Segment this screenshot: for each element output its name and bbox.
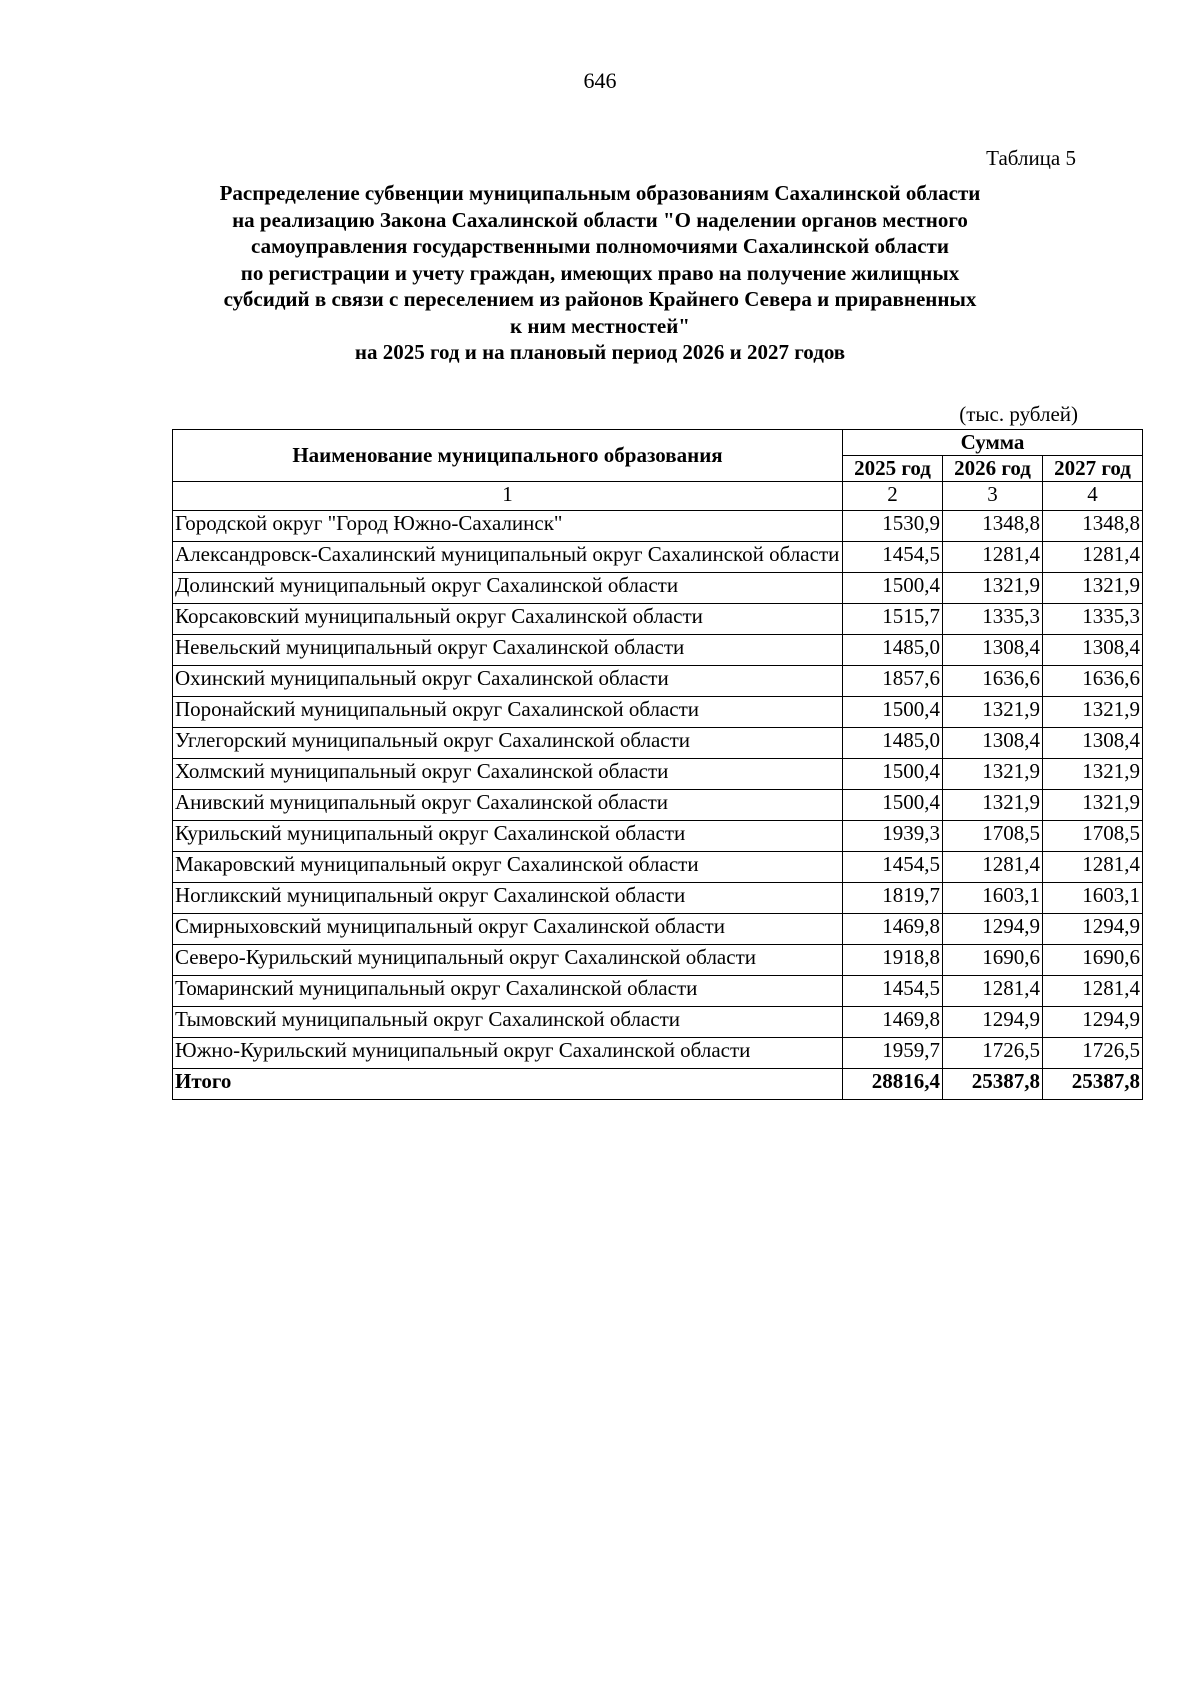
municipality-name: Макаровский муниципальный округ Сахалинской области <box>173 852 843 883</box>
table-row <box>173 511 1143 542</box>
value-2025: 1485,0 <box>843 635 943 666</box>
municipality-name: Курильский муниципальный округ Сахалинской области <box>173 821 843 852</box>
municipality-name: Тымовский муниципальный округ Сахалинской области <box>173 1007 843 1038</box>
municipality-name: Углегорский муниципальный округ Сахалинской области <box>173 728 843 759</box>
municipality-name: Анивский муниципальный округ Сахалинской области <box>173 790 843 821</box>
table-header-row <box>173 430 1143 456</box>
value-2026: 1321,9 <box>943 759 1043 790</box>
table-row <box>173 914 1143 945</box>
value-2027: 1603,1 <box>1043 883 1143 914</box>
value-2026: 1294,9 <box>943 914 1043 945</box>
header-year-2027: 2027 год <box>1043 456 1143 482</box>
value-2025: 1454,5 <box>843 542 943 573</box>
title-line: субсидий в связи с переселением из районов Крайнего Севера и приравненных <box>223 287 977 311</box>
title-line: на 2025 год и на плановый период 2026 и 2027 годов <box>354 340 846 364</box>
value-2025: 1918,8 <box>843 945 943 976</box>
header-municipality: Наименование муниципального образования <box>173 430 843 482</box>
title-line: самоуправления государственными полномочиями Сахалинской области <box>251 234 949 258</box>
table-row <box>173 1007 1143 1038</box>
value-2027: 1690,6 <box>1043 945 1143 976</box>
value-2027: 1636,6 <box>1043 666 1143 697</box>
municipality-name: Ногликский муниципальный округ Сахалинской области <box>173 883 843 914</box>
table-row <box>173 945 1143 976</box>
value-2026: 1690,6 <box>943 945 1043 976</box>
subvention-table <box>172 429 1143 1100</box>
municipality-name: Холмский муниципальный округ Сахалинской области <box>173 759 843 790</box>
page-number: 646 <box>583 68 617 93</box>
table-row <box>173 1038 1143 1069</box>
value-2026: 1281,4 <box>943 852 1043 883</box>
table-row <box>173 976 1143 1007</box>
total-2027: 25387,8 <box>1043 1069 1143 1100</box>
value-2027: 1281,4 <box>1043 976 1143 1007</box>
table-row <box>173 759 1143 790</box>
table-row <box>173 790 1143 821</box>
table-row <box>173 542 1143 573</box>
value-2027: 1321,9 <box>1043 573 1143 604</box>
value-2027: 1708,5 <box>1043 821 1143 852</box>
table-label: Таблица 5 <box>986 146 1076 170</box>
value-2026: 1321,9 <box>943 573 1043 604</box>
value-2025: 1939,3 <box>843 821 943 852</box>
value-2025: 1530,9 <box>843 511 943 542</box>
municipality-name: Александровск-Сахалинский муниципальный округ Сахалинской области <box>173 542 843 573</box>
value-2025: 1500,4 <box>843 573 943 604</box>
value-2025: 1500,4 <box>843 790 943 821</box>
value-2027: 1281,4 <box>1043 852 1143 883</box>
value-2027: 1726,5 <box>1043 1038 1143 1069</box>
municipality-name: Поронайский муниципальный округ Сахалинской области <box>173 697 843 728</box>
value-2025: 1500,4 <box>843 697 943 728</box>
municipality-name: Невельский муниципальный округ Сахалинской области <box>173 635 843 666</box>
value-2027: 1348,8 <box>1043 511 1143 542</box>
value-2025: 1485,0 <box>843 728 943 759</box>
units-note: (тыс. рублей) <box>959 402 1078 426</box>
value-2026: 1321,9 <box>943 697 1043 728</box>
value-2025: 1454,5 <box>843 852 943 883</box>
title-line: по регистрации и учету граждан, имеющих право на получение жилищных <box>240 260 960 285</box>
value-2027: 1308,4 <box>1043 728 1143 759</box>
municipality-name: Корсаковский муниципальный округ Сахалинской области <box>173 604 843 635</box>
value-2025: 1469,8 <box>843 914 943 945</box>
municipality-name: Северо-Курильский муниципальный округ Сахалинской области <box>173 945 843 976</box>
value-2027: 1294,9 <box>1043 914 1143 945</box>
municipality-name: Охинский муниципальный округ Сахалинской области <box>173 666 843 697</box>
value-2026: 1348,8 <box>943 511 1043 542</box>
value-2025: 1454,5 <box>843 976 943 1007</box>
total-row <box>173 1069 1143 1100</box>
column-number: 3 <box>943 482 1043 511</box>
column-numbers-row <box>173 482 1143 511</box>
value-2026: 1708,5 <box>943 821 1043 852</box>
table-row <box>173 821 1143 852</box>
document-title <box>150 180 1050 366</box>
value-2026: 1281,4 <box>943 542 1043 573</box>
table-body <box>173 511 1143 1069</box>
title-line: к ним местностей" <box>510 313 690 338</box>
table-row <box>173 604 1143 635</box>
total-label: Итого <box>173 1069 843 1100</box>
value-2026: 1636,6 <box>943 666 1043 697</box>
column-number: 1 <box>173 482 843 511</box>
value-2027: 1281,4 <box>1043 542 1143 573</box>
value-2027: 1321,9 <box>1043 790 1143 821</box>
column-number: 2 <box>843 482 943 511</box>
value-2026: 1308,4 <box>943 728 1043 759</box>
header-year-2026: 2026 год <box>943 456 1043 482</box>
table-row <box>173 852 1143 883</box>
value-2026: 1281,4 <box>943 976 1043 1007</box>
table-row <box>173 573 1143 604</box>
table-row <box>173 883 1143 914</box>
value-2027: 1335,3 <box>1043 604 1143 635</box>
municipality-name: Томаринский муниципальный округ Сахалинской области <box>173 976 843 1007</box>
table-row <box>173 666 1143 697</box>
total-2025: 28816,4 <box>843 1069 943 1100</box>
table-row <box>173 635 1143 666</box>
municipality-name: Городской округ "Город Южно-Сахалинск" <box>173 511 843 542</box>
value-2025: 1959,7 <box>843 1038 943 1069</box>
value-2025: 1819,7 <box>843 883 943 914</box>
total-2026: 25387,8 <box>943 1069 1043 1100</box>
value-2027: 1294,9 <box>1043 1007 1143 1038</box>
title-line: на реализацию Закона Сахалинской области "О наделении органов местного <box>232 207 968 232</box>
municipality-name: Южно-Курильский муниципальный округ Сахалинской области <box>173 1038 843 1069</box>
value-2025: 1500,4 <box>843 759 943 790</box>
value-2027: 1308,4 <box>1043 635 1143 666</box>
value-2026: 1335,3 <box>943 604 1043 635</box>
value-2025: 1469,8 <box>843 1007 943 1038</box>
title-line: Распределение субвенции муниципальным образованиям Сахалинской области <box>219 181 981 205</box>
header-sum: Сумма <box>843 430 1143 456</box>
table-row <box>173 697 1143 728</box>
municipality-name: Смирныховский муниципальный округ Сахалинской области <box>173 914 843 945</box>
municipality-name: Долинский муниципальный округ Сахалинской области <box>173 573 843 604</box>
value-2026: 1726,5 <box>943 1038 1043 1069</box>
value-2026: 1321,9 <box>943 790 1043 821</box>
value-2027: 1321,9 <box>1043 759 1143 790</box>
value-2025: 1515,7 <box>843 604 943 635</box>
table-row <box>173 728 1143 759</box>
value-2025: 1857,6 <box>843 666 943 697</box>
header-year-2025: 2025 год <box>843 456 943 482</box>
value-2027: 1321,9 <box>1043 697 1143 728</box>
value-2026: 1294,9 <box>943 1007 1043 1038</box>
column-number: 4 <box>1043 482 1143 511</box>
value-2026: 1603,1 <box>943 883 1043 914</box>
value-2026: 1308,4 <box>943 635 1043 666</box>
